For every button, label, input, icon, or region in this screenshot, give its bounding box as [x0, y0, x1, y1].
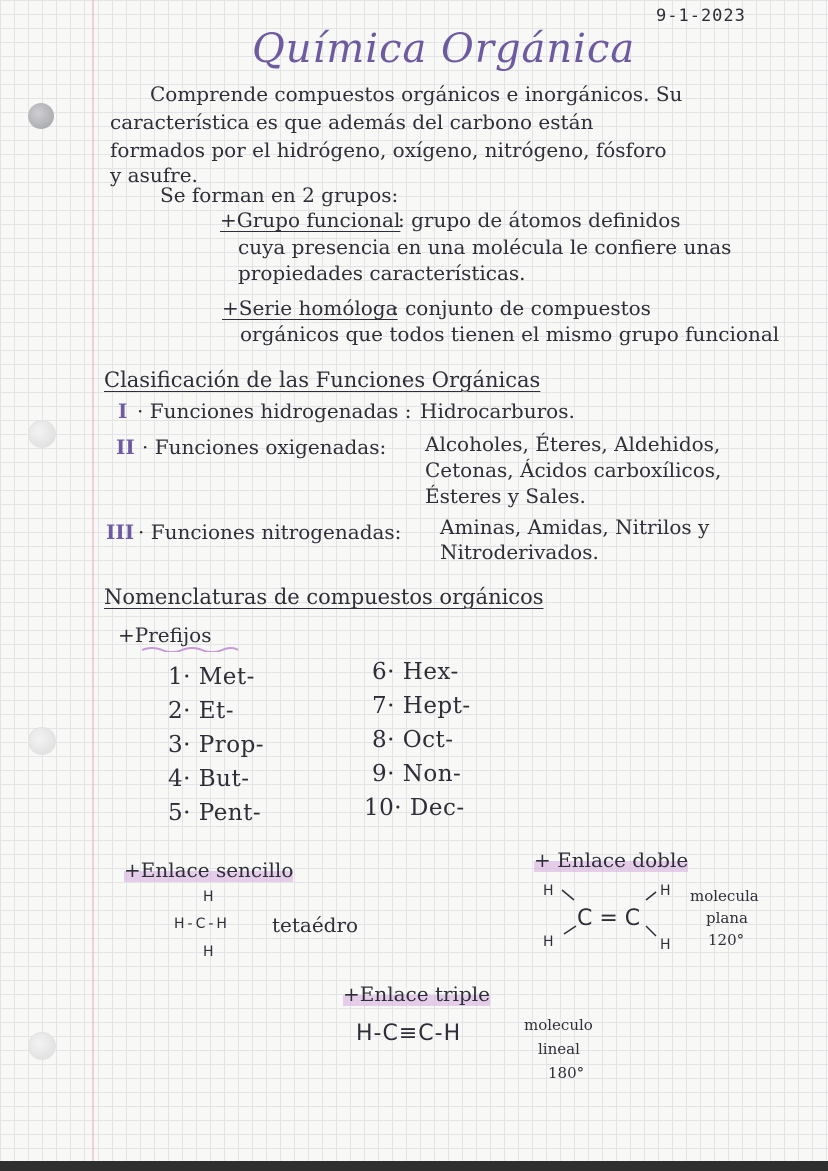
binder-hole	[28, 1032, 56, 1060]
prefix-item: 4· But-	[168, 766, 250, 792]
prefix-item: 9· Non-	[372, 761, 462, 787]
prefix-item: 2· Et-	[168, 698, 235, 724]
function-label: · Funciones hidrogenadas :	[137, 399, 412, 423]
group-def: : grupo de átomos definidos	[398, 208, 681, 232]
single-bond-note: tetaédro	[272, 913, 359, 937]
atom-h: H	[203, 944, 214, 960]
roman-numeral: III	[106, 520, 135, 544]
group-def: : conjunto de compuestos	[392, 296, 651, 320]
double-bond-note: plana	[706, 909, 748, 927]
binder-hole	[28, 103, 54, 129]
function-label: · Funciones oxigenadas:	[142, 435, 387, 459]
triple-bond-note: moleculo	[524, 1016, 593, 1034]
function-value: Cetonas, Ácidos carboxílicos,	[425, 458, 722, 482]
single-bond-formula: H-C-H	[174, 916, 230, 932]
function-value: Ésteres y Sales.	[425, 484, 586, 508]
double-bond-formula: C = C	[577, 906, 641, 931]
triple-bond-formula: H-C≡C-H	[356, 1021, 462, 1046]
binder-hole	[28, 727, 56, 755]
page-bottom-edge	[0, 1161, 828, 1171]
binder-hole	[28, 420, 56, 448]
atom-h: H	[203, 889, 214, 905]
single-bond-label: +Enlace sencillo	[124, 858, 294, 882]
intro-line: característica es que además del carbono están	[110, 110, 594, 134]
triple-bond-note: lineal	[538, 1040, 580, 1058]
intro-line: y asufre.	[110, 163, 198, 187]
section-heading-classification: Clasificación de las Funciones Orgánicas	[104, 368, 541, 392]
date: 9-1-2023	[656, 6, 746, 26]
function-value: Alcoholes, Éteres, Aldehidos,	[425, 432, 721, 456]
prefixes-label: +Prefijos	[118, 623, 212, 647]
double-bond-angle: 120°	[708, 931, 745, 949]
function-value: Nitroderivados.	[440, 540, 599, 564]
prefix-item: 1· Met-	[168, 664, 255, 690]
roman-numeral: II	[116, 435, 135, 459]
triple-bond-label: +Enlace triple	[343, 982, 490, 1006]
atom-h: H	[543, 883, 554, 899]
intro-line: Comprende compuestos orgánicos e inorgánicos. Su	[150, 82, 683, 106]
highlight-squiggle	[140, 646, 240, 652]
prefix-item: 5· Pent-	[168, 800, 262, 826]
triple-bond-angle: 180°	[548, 1064, 585, 1082]
intro-line: Se forman en 2 grupos:	[160, 183, 399, 207]
atom-h: H	[543, 934, 554, 950]
prefix-item: 3· Prop-	[168, 732, 265, 758]
group-term-serie: +Serie homóloga	[222, 296, 398, 320]
intro-line: formados por el hidrógeno, oxígeno, nitrógeno, fósforo	[110, 138, 667, 162]
group-def: cuya presencia en una molécula le confiere unas	[238, 235, 732, 259]
atom-h: H	[660, 883, 671, 899]
margin-line	[92, 0, 94, 1171]
double-bond-note: molecula	[690, 887, 759, 905]
group-def: propiedades características.	[238, 261, 526, 285]
atom-h: H	[660, 937, 671, 953]
prefix-item: 8· Oct-	[372, 727, 454, 753]
section-heading-nomenclature: Nomenclaturas de compuestos orgánicos	[104, 585, 544, 609]
page-title: Química Orgánica	[252, 26, 636, 72]
roman-numeral: I	[118, 399, 128, 423]
function-value: Aminas, Amidas, Nitrilos y	[440, 515, 710, 539]
prefix-item: 10· Dec-	[364, 795, 465, 821]
prefix-item: 7· Hept-	[372, 693, 471, 719]
function-label: · Funciones nitrogenadas:	[138, 520, 402, 544]
function-value: Hidrocarburos.	[420, 399, 575, 423]
prefix-item: 6· Hex-	[372, 659, 459, 685]
group-term-funcional: +Grupo funcional	[220, 208, 401, 232]
double-bond-label: + Enlace doble	[534, 848, 689, 872]
group-def: orgánicos que todos tienen el mismo grupo funcional	[240, 322, 780, 346]
